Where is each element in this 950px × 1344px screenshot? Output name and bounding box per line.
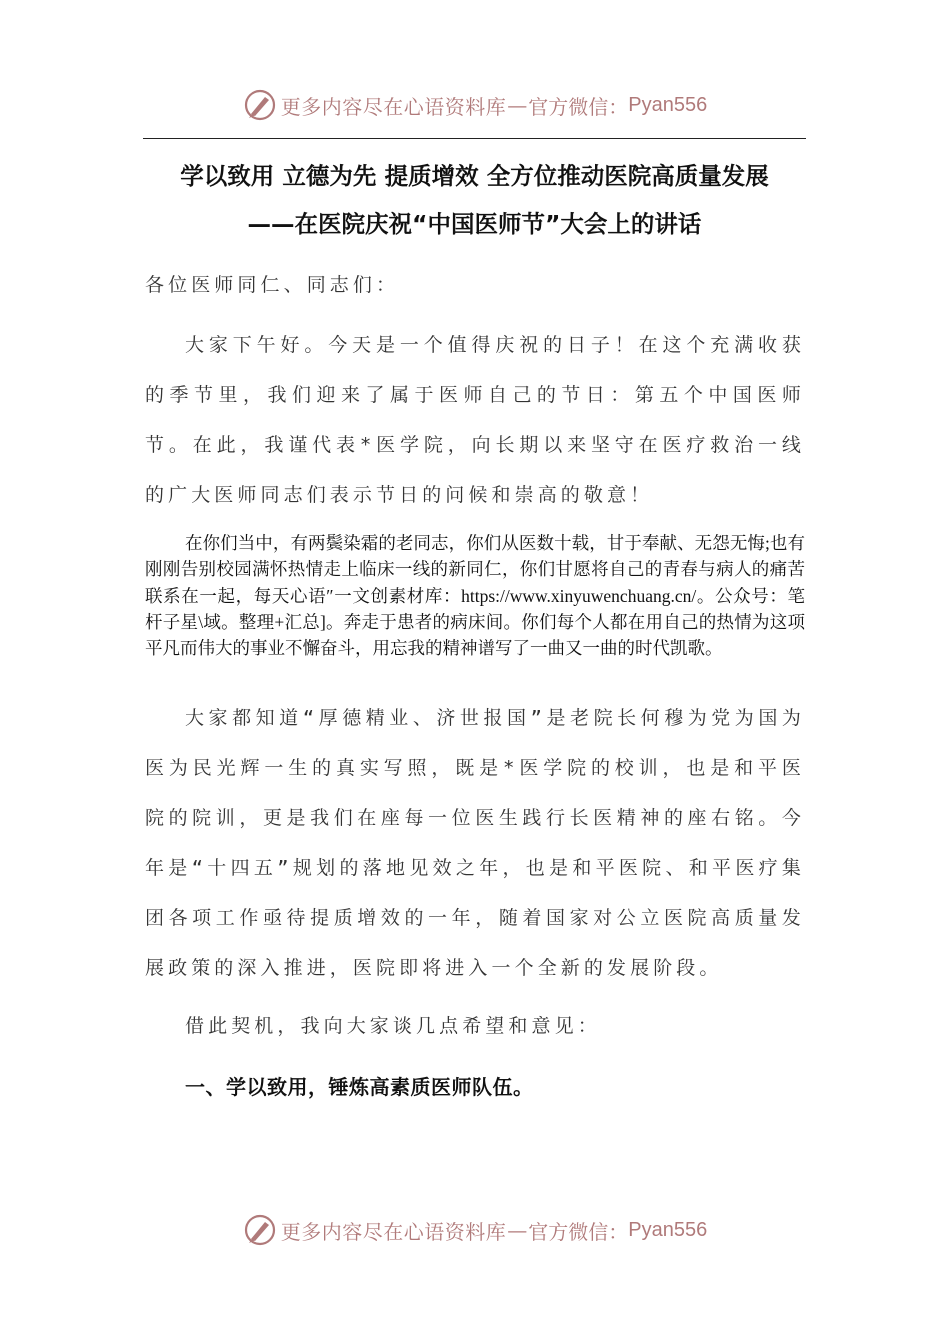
paragraph-2: 在你们当中，有两鬓染霜的老同志，你们从医数十载，甘于奉献、无怨无悔;也有刚刚告别校园满怀热情走上临床一线的新同仁，你们甘愿将自己的青春与病人的痛苦联系在一起，每天心语″一文创素材库：https://www.xinyuwenchuang.cn/。公众号：笔杆子星\域。整理+汇总]。奔走于患者的病床间。你们每个人都在用自己的热情为这项平凡而伟大的事业不懈奋斗，用忘我的精神谱写了一曲又一曲的时代凯歌。 xyxy=(145,533,805,659)
banner-wechat-id: Pyan556 xyxy=(628,93,708,116)
banner-main-text: 更多内容尽在心语资料库 xyxy=(280,94,507,119)
section-heading-1: 一、学以致用，锤炼高素质医师队伍。 xyxy=(185,1075,534,1099)
banner-wechat-id: Pyan556 xyxy=(628,1218,708,1241)
banner-main-text: 更多内容尽在心语资料库 xyxy=(280,1219,507,1244)
header-divider xyxy=(143,138,806,139)
banner-wechat-label: 官方微信： xyxy=(528,1219,629,1244)
document-title: 学以致用 立德为先 提质增效 全方位推动医院高质量发展 xyxy=(180,162,769,190)
paragraph-3: 大家都知道“厚德精业、济世报国”是老院长何穆为党为国为医为民光辉一生的真实写照，既是*医学院的校训，也是和平医院的院训，更是我们在座每一位医生践行长医精神的座右铭。今年是“十四五”规划的落地见效之年，也是和平医院、和平医疗集团各项工作亟待提质增效的一年，随着国家对公立医院高质量发展政策的深入推进，医院即将进入一个全新的发展阶段。 xyxy=(145,707,805,979)
pen-logo-icon xyxy=(243,88,277,122)
salutation: 各位医师同仁、同志们： xyxy=(145,274,400,296)
paragraph-4: 借此契机，我向大家谈几点希望和意见： xyxy=(185,1015,601,1037)
pen-logo-icon xyxy=(243,1213,277,1247)
footer-banner xyxy=(0,1210,950,1250)
banner-separator: — xyxy=(507,93,528,117)
header-banner xyxy=(0,85,950,125)
banner-separator: — xyxy=(507,1218,528,1242)
document-subtitle: ——在医院庆祝“中国医师节”大会上的讲话 xyxy=(247,210,702,238)
paragraph-1: 大家下午好。今天是一个值得庆祝的日子！在这个充满收获的季节里，我们迎来了属于医师自己的节日：第五个中国医师节。在此，我谨代表*医学院，向长期以来坚守在医疗救治一线的广大医师同志们表示节日的问候和崇高的敬意！ xyxy=(145,334,805,506)
banner-wechat-label: 官方微信： xyxy=(528,94,629,119)
